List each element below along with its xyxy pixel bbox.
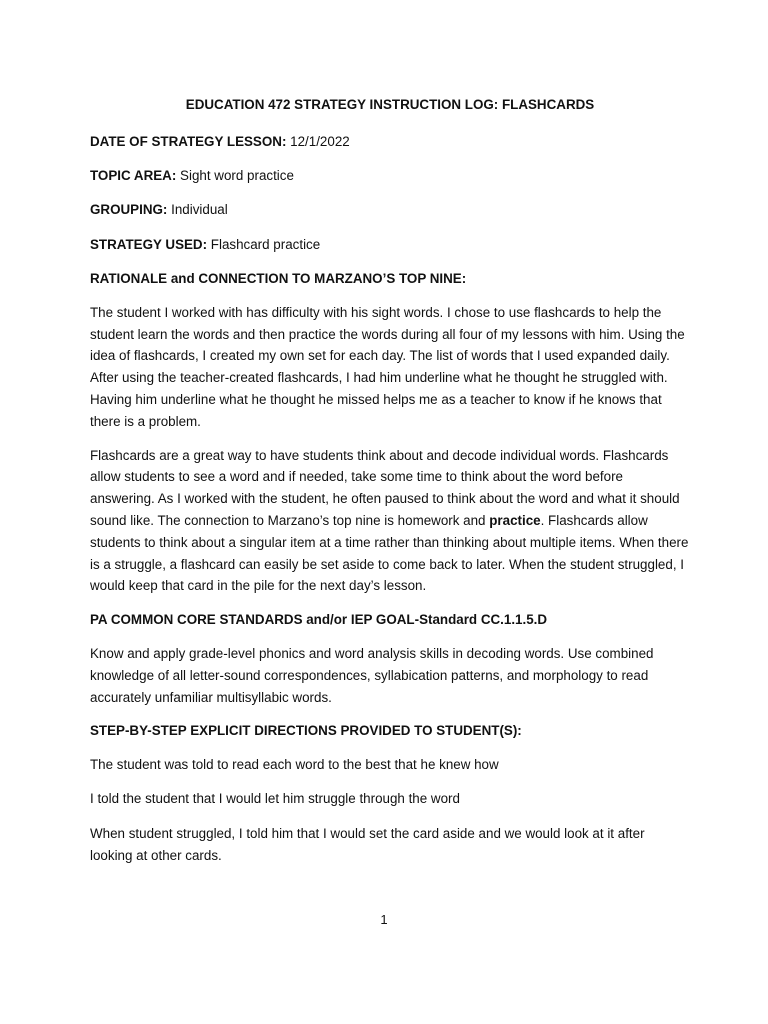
rationale-paragraph-2-text-end: . Flashcards allow students to think about a singular item at a time rather than thinking about multiple items. When there is a struggle, a flashcard can easily be set aside to come back to later. When the student struggled, I would keep that card in the pile for the next day’s lesson. [90, 512, 689, 594]
field-label: DATE OF STRATEGY LESSON: [90, 133, 287, 149]
field-value: Individual [171, 202, 228, 218]
rationale-paragraph-2-text: Flashcards are a great way to have students think about and decode individual words. Flashcards allow students to see a word and if needed, take some time to think about the word before answering. As I worked with the student, he often paused to think about the word and what it should sound like. The connection to Marzano’s top nine is homework and [90, 447, 680, 528]
rationale-paragraph-2 [90, 445, 690, 598]
field-grouping [90, 199, 690, 221]
rationale-paragraph-1: The student I worked with has difficulty with his sight words. I chose to use flashcards to help the student learn the words and then practice the words during all four of my lessons with him. Using the idea of flashcards, I created my own set for each day. The list of words that I used expanded daily. After using the teacher-created flashcards, I had him underline what he thought he struggled with. Having him underline what he thought he missed helps me as a teacher to know if he knows that there is a problem. [90, 304, 685, 429]
rationale-emphasis: practice [489, 512, 541, 528]
field-value: 12/1/2022 [290, 133, 350, 149]
standards-heading: PA COMMON CORE STANDARDS and/or IEP GOAL-Standard CC.1.1.5.D [90, 612, 548, 628]
field-label: STRATEGY USED: [90, 236, 208, 252]
field-label: GROUPING: [90, 202, 168, 218]
direction-item: When student struggled, I told him that I would set the card aside and we would look at it after looking at other cards. [90, 825, 645, 863]
page-number: 1 [380, 912, 388, 927]
field-strategy-used [90, 234, 690, 256]
field-label: TOPIC AREA: [90, 168, 177, 184]
rationale-heading: RATIONALE and CONNECTION TO MARZANO’S TOP NINE: [90, 270, 467, 286]
field-value: Sight word practice [180, 168, 294, 184]
standards-paragraph: Know and apply grade-level phonics and word analysis skills in decoding words. Use combined knowledge of all letter-sound correspondences, syllabication patterns, and morphology to read accurately unfamiliar multisyllabic words. [90, 645, 654, 705]
field-topic-area [90, 165, 690, 187]
document-body [90, 94, 690, 879]
field-date [90, 131, 690, 153]
field-value: Flashcard practice [210, 236, 321, 252]
directions-heading: STEP-BY-STEP EXPLICIT DIRECTIONS PROVIDED TO STUDENT(S): [90, 723, 522, 739]
direction-item: The student was told to read each word to the best that he knew how [90, 757, 499, 773]
direction-item: I told the student that I would let him struggle through the word [90, 791, 460, 807]
document-title: EDUCATION 472 STRATEGY INSTRUCTION LOG: FLASHCARDS [185, 97, 595, 112]
